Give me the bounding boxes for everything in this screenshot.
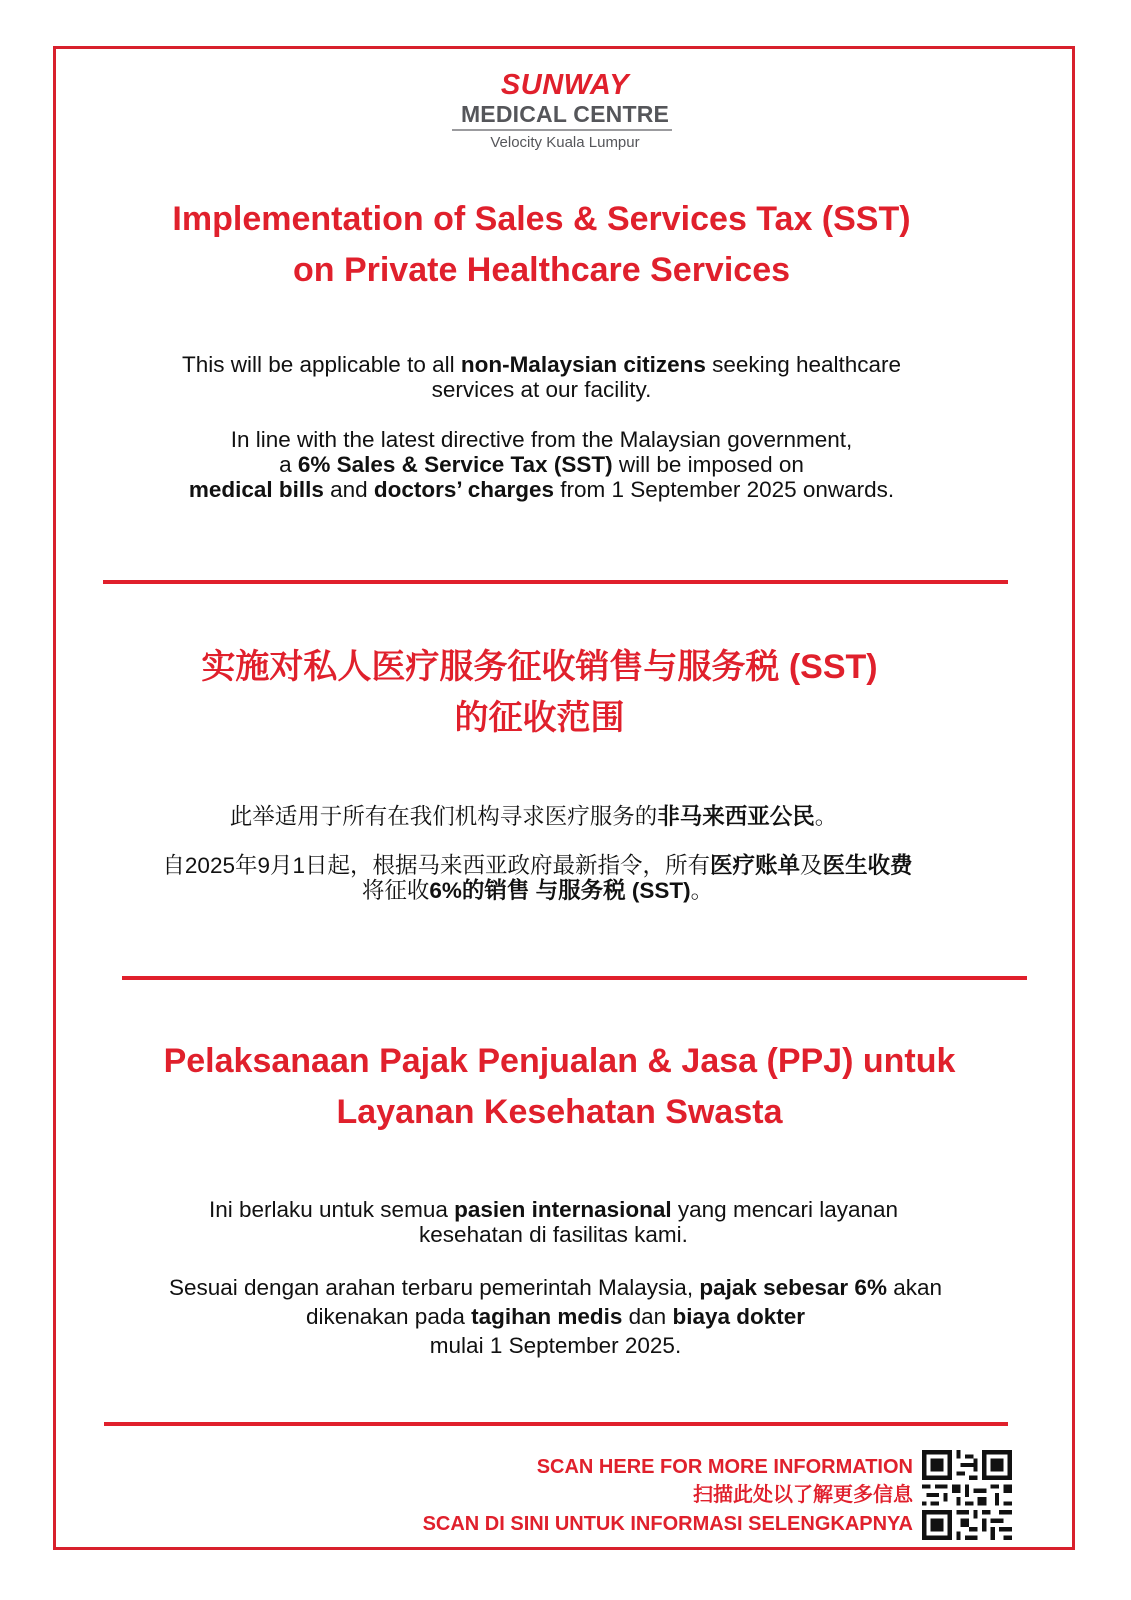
english-paragraph-1 xyxy=(0,352,1107,402)
emphasis-international-patients: pasien internasional xyxy=(454,1197,672,1222)
logo-name: MEDICAL CENTRE xyxy=(460,101,670,127)
english-p1-line2: services at our facility. xyxy=(431,377,652,402)
english-title-line2: on Private Healthcare Services xyxy=(292,251,791,289)
emphasis-tax-rate: 6% Sales & Service Tax (SST) xyxy=(297,452,613,477)
logo-divider xyxy=(452,129,672,131)
malay-p2-line1: Sesuai dengan arahan terbaru pemerintah Malaysia, pajak sebesar 6% akan xyxy=(168,1275,942,1300)
chinese-paragraph-2 xyxy=(0,853,1103,903)
malay-paragraph-2 xyxy=(0,1273,1121,1360)
malay-paragraph-1 xyxy=(0,1197,1119,1247)
english-title-line1: Implementation of Sales & Services Tax (SST) xyxy=(172,200,911,238)
section-divider-3 xyxy=(104,1422,1008,1426)
scan-text-en: SCAN HERE FOR MORE INFORMATION xyxy=(536,1456,913,1478)
chinese-title-line1: 实施对私人医疗服务征收销售与服务税 (SST) xyxy=(201,648,878,686)
qr-code-icon[interactable] xyxy=(922,1450,1012,1540)
english-p2-line3: medical bills and doctors’ charges from 1 September 2025 onwards. xyxy=(188,477,895,502)
malay-p2-line2: dikenakan pada tagihan medis dan biaya dokter xyxy=(305,1304,806,1329)
chinese-title xyxy=(0,642,1105,744)
malay-title-line2: Layanan Kesehatan Swasta xyxy=(336,1093,783,1131)
scan-text-ms: SCAN DI SINI UNTUK INFORMASI SELENGKAPNYA xyxy=(422,1513,913,1535)
malay-p2-line3: mulai 1 September 2025. xyxy=(429,1333,682,1358)
chinese-title-line2: 的征收范围 xyxy=(454,699,625,737)
malay-p1-line1: Ini berlaku untuk semua pasien internasional yang mencari layanan xyxy=(208,1197,899,1222)
emphasis-non-malaysian-zh: 非马来西亚公民 xyxy=(657,804,815,829)
logo-location: Velocity Kuala Lumpur xyxy=(490,134,640,151)
chinese-p2-line1: 自2025年9月1日起，根据马来西亚政府最新指令，所有医疗账单及医生收费 xyxy=(162,853,913,878)
section-divider-1 xyxy=(103,580,1008,584)
scan-text-zh: 扫描此处以了解更多信息 xyxy=(693,1484,913,1506)
malay-p1-line2: kesehatan di fasilitas kami. xyxy=(419,1222,688,1247)
english-p2-line2: a 6% Sales & Service Tax (SST) will be imposed on xyxy=(279,452,804,477)
logo-brand: SUNWAY xyxy=(500,69,630,101)
malay-title xyxy=(0,1036,1125,1138)
malay-title-line1: Pelaksanaan Pajak Penjualan & Jasa (PPJ) untuk xyxy=(163,1042,956,1080)
english-title xyxy=(0,194,1107,296)
english-paragraph-2 xyxy=(0,427,1107,502)
emphasis-non-malaysian: non-Malaysian citizens xyxy=(460,352,706,377)
english-p1-line1: This will be applicable to all non-Malaysian citizens seeking healthcare xyxy=(181,352,902,377)
chinese-p2-line2: 将征收6%的销售 与服务税 (SST)。 xyxy=(361,878,714,903)
english-p2-line1: In line with the latest directive from the Malaysian government, xyxy=(230,427,853,452)
section-divider-2 xyxy=(122,976,1027,980)
chinese-paragraph-1: 此举适用于所有在我们机构寻求医疗服务的非马来西亚公民。 xyxy=(229,804,838,829)
